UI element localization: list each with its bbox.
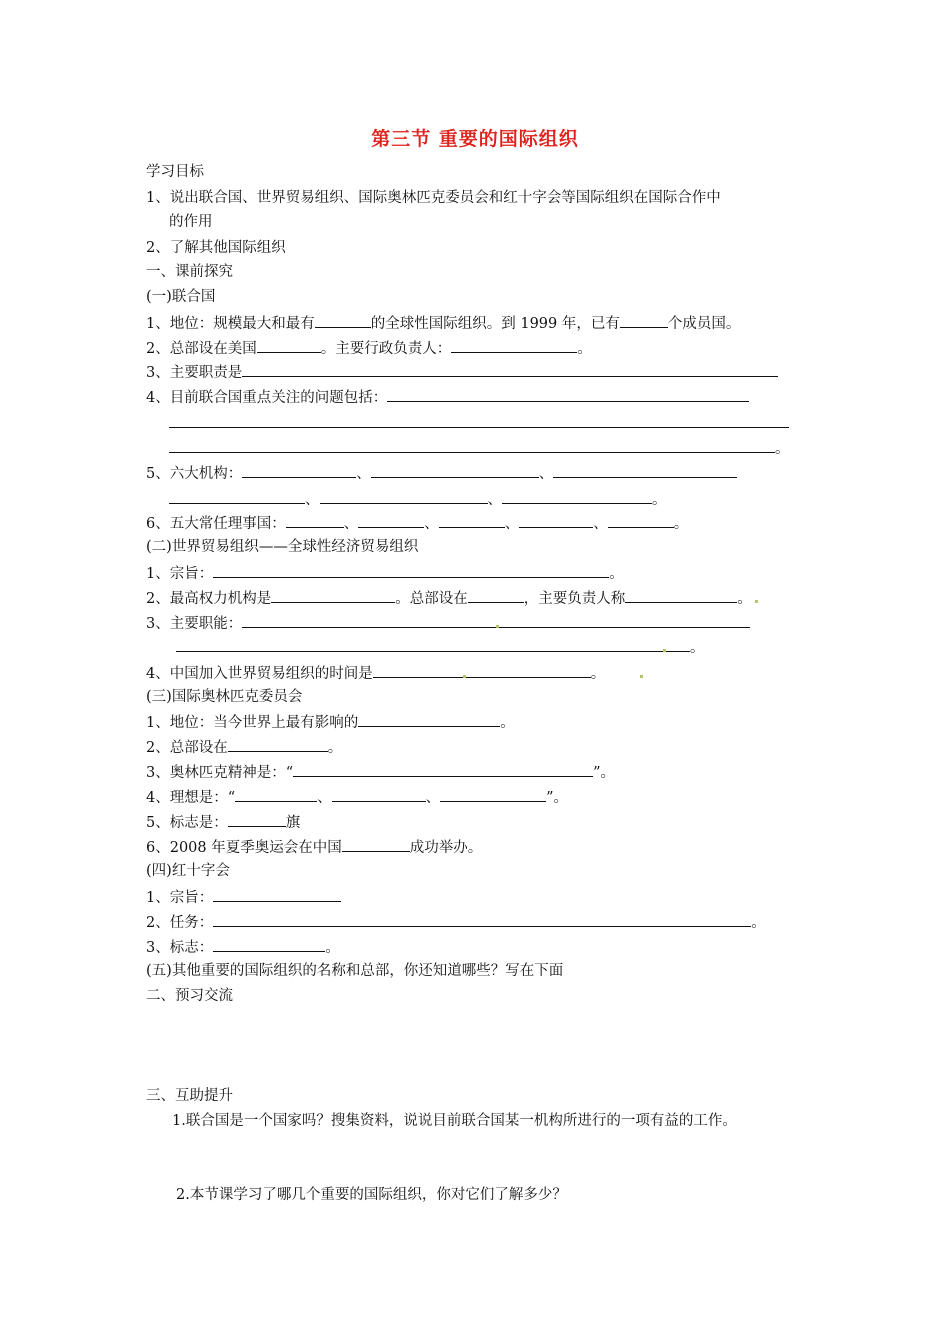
sep: 、 <box>487 492 502 508</box>
period: 。 <box>690 640 705 656</box>
period: 。 <box>652 492 667 508</box>
blank[interactable] <box>213 912 751 927</box>
blank[interactable] <box>315 313 371 328</box>
blank[interactable] <box>342 837 410 852</box>
blank[interactable] <box>553 463 737 478</box>
period: 。 <box>325 940 340 956</box>
sep: 、 <box>425 790 441 806</box>
blank[interactable] <box>373 663 591 678</box>
sep: 、 <box>424 516 439 532</box>
blank[interactable] <box>519 513 593 528</box>
artifact-dot <box>663 649 666 652</box>
sep: 、 <box>356 466 371 482</box>
sep: 、 <box>504 516 520 532</box>
blank[interactable] <box>358 712 500 727</box>
quote-close: ”。 <box>593 765 616 781</box>
blank[interactable] <box>213 887 341 902</box>
un-q4-text: 4、目前联合国重点关注的问题包括： <box>146 390 388 406</box>
redcross-q3-text: 3、标志： <box>146 940 214 956</box>
blank[interactable] <box>176 637 690 652</box>
redcross-q2 <box>146 912 766 932</box>
ioc-q3 <box>146 762 615 782</box>
un-q3-text: 3、主要职责是 <box>146 365 243 381</box>
redcross-q2-text: 2、任务： <box>146 915 214 931</box>
blank[interactable] <box>169 438 775 453</box>
un-q3 <box>146 362 778 382</box>
wto-heading: (二)世界贸易组织——全球性经济贸易组织 <box>146 539 419 555</box>
wto-q1 <box>146 563 624 583</box>
objectives-heading: 学习目标 <box>146 164 204 180</box>
ioc-q5-end: 旗 <box>285 815 301 831</box>
un-heading: (一)联合国 <box>146 289 216 305</box>
artifact-dot <box>755 600 758 603</box>
un-q2-text-c: 。 <box>577 341 592 357</box>
part3-q2: 2.本节课学习了哪几个重要的国际组织，你对它们了解多少？ <box>176 1187 567 1203</box>
ioc-q1-text: 1、地位：当今世界上最有影响的 <box>146 715 359 731</box>
un-q4-line3 <box>169 438 790 458</box>
ioc-q5-text: 5、标志是： <box>146 815 228 831</box>
redcross-q1 <box>146 887 341 907</box>
blank[interactable] <box>228 737 328 752</box>
blank[interactable] <box>228 812 286 827</box>
un-q6 <box>146 513 688 533</box>
period: 。 <box>609 566 624 582</box>
un-q4 <box>146 387 749 407</box>
part2-heading: 二、预习交流 <box>146 988 233 1004</box>
blank[interactable] <box>169 489 305 504</box>
period: 。 <box>751 915 766 931</box>
period: 。 <box>327 740 343 756</box>
wto-q2 <box>146 588 752 608</box>
ioc-q2 <box>146 737 342 757</box>
ioc-q6-text-a: 6、2008 年夏季奥运会在中国 <box>146 840 342 856</box>
blank[interactable] <box>358 513 424 528</box>
part3-heading: 三、互助提升 <box>146 1088 233 1104</box>
ioc-q6 <box>146 837 482 857</box>
objective-1-cont: 的作用 <box>169 214 213 230</box>
blank[interactable] <box>439 513 505 528</box>
un-q5 <box>146 463 737 483</box>
un-q6-text: 6、五大常任理事国： <box>146 516 286 532</box>
blank[interactable] <box>620 313 668 328</box>
artifact-dot <box>496 625 499 628</box>
sep: 、 <box>343 516 359 532</box>
blank[interactable] <box>468 588 524 603</box>
blank[interactable] <box>257 338 321 353</box>
wto-q2-text-b: 。总部设在 <box>395 591 468 607</box>
artifact-dot <box>463 675 466 678</box>
ioc-q4 <box>146 787 568 807</box>
objective-2: 2、了解其他国际组织 <box>146 240 286 256</box>
sep: 、 <box>538 466 554 482</box>
ioc-q2-text: 2、总部设在 <box>146 740 228 756</box>
wto-q3 <box>146 613 750 633</box>
wto-q3-line2 <box>176 637 705 657</box>
un-q5-line2 <box>169 489 667 509</box>
redcross-heading: (四)红十字会 <box>146 863 230 879</box>
un-q1 <box>146 313 740 333</box>
ioc-q5 <box>146 812 300 832</box>
ioc-heading: (三)国际奥林匹克委员会 <box>146 689 303 705</box>
un-q1-text-a: 1、地位：规模最大和最有 <box>146 316 315 332</box>
answer-line[interactable] <box>169 427 789 428</box>
objective-1: 1、说出联合国、世界贸易组织、国际奥林匹克委员会和红十字会等国际组织在国际合作中 <box>146 190 721 206</box>
ioc-q3-text: 3、奥林匹克精神是：“ <box>146 765 294 781</box>
wto-q3-text: 3、主要职能： <box>146 616 243 632</box>
blank[interactable] <box>451 338 577 353</box>
blank[interactable] <box>213 937 325 952</box>
blank[interactable] <box>293 762 593 777</box>
blank[interactable] <box>213 563 609 578</box>
ioc-q6-text-b: 成功举办。 <box>409 840 483 856</box>
ioc-q4-text: 4、理想是：“ <box>146 790 236 806</box>
blank[interactable] <box>332 787 426 802</box>
blank[interactable] <box>440 787 546 802</box>
redcross-q3 <box>146 937 340 957</box>
wto-q1-text: 1、宗旨： <box>146 566 214 582</box>
wto-q2-text-a: 2、最高权力机构是 <box>146 591 272 607</box>
artifact-dot <box>640 675 643 678</box>
others-heading: (五)其他重要的国际组织的名称和总部，你还知道哪些？写在下面 <box>146 963 564 979</box>
un-q5-text: 5、六大机构： <box>146 466 243 482</box>
wto-q2-text-c: ，主要负责人称 <box>523 591 626 607</box>
blank[interactable] <box>371 463 539 478</box>
un-q1-text-c: 个成员国。 <box>667 316 741 332</box>
un-q2-text-a: 2、总部设在美国 <box>146 341 257 357</box>
part1-heading: 一、课前探究 <box>146 264 233 280</box>
un-q2 <box>146 338 592 358</box>
blank[interactable] <box>242 463 356 478</box>
blank[interactable] <box>387 387 749 402</box>
blank[interactable] <box>242 362 778 377</box>
un-q2-text-b: 。主要行政负责人： <box>320 341 452 357</box>
redcross-q1-text: 1、宗旨： <box>146 890 214 906</box>
blank[interactable] <box>502 489 652 504</box>
period: 。 <box>737 591 752 607</box>
un-q1-text-b: 的全球性国际组织。到 1999 年，已有 <box>370 316 620 332</box>
ioc-q1 <box>146 712 515 732</box>
blank[interactable] <box>286 513 344 528</box>
sep: 、 <box>317 790 332 806</box>
blank[interactable] <box>320 489 488 504</box>
sep: 、 <box>305 492 320 508</box>
period: 。 <box>673 516 689 532</box>
sep: 、 <box>593 516 608 532</box>
blank[interactable] <box>608 513 674 528</box>
blank[interactable] <box>625 588 737 603</box>
period: 。 <box>775 441 790 457</box>
blank[interactable] <box>271 588 395 603</box>
wto-q4-text: 4、中国加入世界贸易组织的时间是 <box>146 666 373 682</box>
blank[interactable] <box>235 787 317 802</box>
quote-close: ”。 <box>546 790 569 806</box>
period: 。 <box>500 715 515 731</box>
wto-q4 <box>146 663 605 683</box>
page-title: 第三节 重要的国际组织 <box>371 128 579 150</box>
period: 。 <box>590 666 606 682</box>
part3-q1: 1.联合国是一个国家吗？搜集资料，说说目前联合国某一机构所进行的一项有益的工作。 <box>172 1113 737 1129</box>
